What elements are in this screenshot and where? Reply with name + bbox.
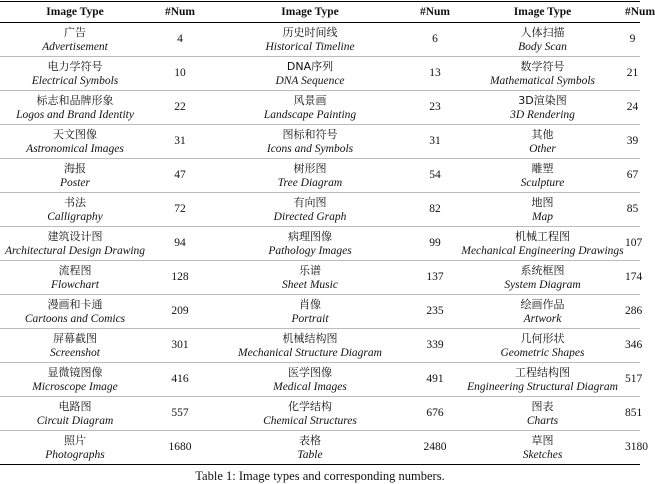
image-type-english: Sculpture (520, 176, 565, 189)
table-row (0, 431, 640, 465)
image-type-chinese: 肖像 (299, 297, 321, 311)
image-type-cell (460, 57, 625, 91)
header-num-2: #Num (410, 2, 460, 23)
image-type-chinese: 工程结构图 (515, 365, 570, 379)
image-count-cell: 99 (410, 227, 460, 261)
image-type-english: Calligraphy (47, 210, 103, 223)
image-type-cell (460, 91, 625, 125)
table-row (0, 23, 640, 57)
image-type-chinese: 标志和品牌形象 (36, 93, 114, 107)
image-type-chinese: 电路图 (58, 399, 92, 413)
image-count-cell: 339 (410, 329, 460, 363)
image-type-english: Advertisement (42, 40, 108, 53)
image-count-cell: 128 (150, 261, 210, 295)
image-type-cell (460, 295, 625, 329)
image-type-cell (460, 261, 625, 295)
header-image-type-2: Image Type (210, 2, 410, 23)
image-type-cell (0, 125, 150, 159)
image-type-chinese: 医学图像 (288, 365, 332, 379)
table-row (0, 57, 640, 91)
image-count-cell: 3180 (625, 431, 640, 465)
image-type-english: Geometric Shapes (500, 346, 585, 359)
image-type-cell (210, 159, 410, 193)
image-type-english: Mechanical Engineering Drawings (461, 244, 624, 257)
image-type-chinese: 数学符号 (520, 59, 565, 73)
image-type-chinese: 人体扫描 (520, 25, 565, 39)
image-type-chinese: 病理图像 (288, 229, 332, 243)
image-type-chinese: 化学结构 (288, 399, 332, 413)
image-type-cell (460, 397, 625, 431)
image-type-cell (0, 159, 150, 193)
image-type-english: Directed Graph (273, 210, 347, 223)
image-type-english: Artwork (523, 312, 562, 325)
image-type-english: Medical Images (273, 380, 347, 393)
image-type-chinese: 草图 (531, 433, 554, 447)
image-count-cell: 107 (625, 227, 640, 261)
image-type-cell (0, 193, 150, 227)
image-type-english: Body Scan (518, 40, 567, 53)
image-type-chinese: 电力学符号 (47, 59, 103, 73)
image-type-chinese: 绘画作品 (520, 297, 565, 311)
image-type-english: Astronomical Images (26, 142, 124, 155)
image-type-english: Pathology Images (268, 244, 352, 257)
image-type-cell (460, 159, 625, 193)
image-count-cell: 4 (150, 23, 210, 57)
image-type-cell (0, 227, 150, 261)
image-count-cell: 67 (625, 159, 640, 193)
image-count-cell: 1680 (150, 431, 210, 465)
image-type-english: Circuit Diagram (36, 414, 114, 427)
image-type-english: Electrical Symbols (31, 74, 119, 87)
image-count-cell: 301 (150, 329, 210, 363)
image-count-cell: 54 (410, 159, 460, 193)
image-count-cell: 10 (150, 57, 210, 91)
image-type-cell (210, 397, 410, 431)
image-type-chinese: 机械结构图 (282, 331, 338, 345)
image-count-cell: 491 (410, 363, 460, 397)
header-image-type-3: Image Type (460, 2, 625, 23)
image-type-cell (210, 329, 410, 363)
image-type-chinese: 广告 (64, 25, 86, 39)
image-type-chinese: 屏幕截图 (53, 331, 97, 345)
image-count-cell: 22 (150, 91, 210, 125)
image-count-cell: 851 (625, 397, 640, 431)
image-type-chinese: 系统框图 (520, 263, 565, 277)
image-type-cell (460, 23, 625, 57)
image-type-english: 3D Rendering (510, 108, 575, 121)
image-type-cell (210, 193, 410, 227)
image-type-english: Engineering Structural Diagram (467, 380, 618, 393)
image-type-english: Table (297, 448, 323, 461)
image-type-chinese: 流程图 (58, 263, 92, 277)
table-row (0, 193, 640, 227)
image-type-english: Portrait (291, 312, 329, 325)
image-type-english: Microscope Image (32, 380, 118, 393)
image-count-cell: 39 (625, 125, 640, 159)
image-type-english: Map (531, 210, 554, 223)
table-row (0, 91, 640, 125)
image-type-english: Sketches (522, 448, 563, 461)
image-type-english: Landscape Painting (263, 108, 357, 121)
image-type-english: Other (529, 142, 556, 155)
table-row (0, 125, 640, 159)
image-type-english: Poster (59, 176, 91, 189)
image-type-chinese: 有向图 (293, 195, 327, 209)
image-type-english: Chemical Structures (263, 414, 357, 427)
image-count-cell: 85 (625, 193, 640, 227)
image-type-cell (0, 363, 150, 397)
image-type-chinese: 漫画和卡通 (47, 297, 103, 311)
image-count-cell: 72 (150, 193, 210, 227)
image-type-english: Icons and Symbols (266, 142, 354, 155)
image-type-cell (210, 227, 410, 261)
image-type-english: System Diagram (504, 278, 581, 291)
image-type-chinese: 显微镜图像 (47, 365, 103, 379)
image-count-cell: 21 (625, 57, 640, 91)
image-type-chinese: 地图 (531, 195, 554, 209)
table-header-row (0, 2, 640, 23)
table-row (0, 363, 640, 397)
image-type-cell (210, 363, 410, 397)
image-type-chinese: 图标和符号 (282, 127, 338, 141)
image-count-cell: 209 (150, 295, 210, 329)
image-type-english: Cartoons and Comics (24, 312, 126, 325)
image-type-chinese: 海报 (64, 161, 86, 175)
table-row (0, 329, 640, 363)
image-type-cell (210, 431, 410, 465)
image-type-chinese: 其他 (531, 127, 554, 141)
image-count-cell: 82 (410, 193, 460, 227)
image-count-cell: 676 (410, 397, 460, 431)
image-type-english: Sheet Music (282, 278, 338, 291)
table-row (0, 261, 640, 295)
image-type-chinese: 乐谱 (299, 263, 321, 277)
image-count-cell: 23 (410, 91, 460, 125)
image-type-chinese: 风景画 (293, 93, 327, 107)
image-type-cell (0, 295, 150, 329)
image-type-cell (0, 431, 150, 465)
image-type-chinese: 几何形状 (520, 331, 565, 345)
image-type-chinese: 建筑设计图 (47, 229, 103, 243)
image-type-chinese: 历史时间线 (282, 25, 338, 39)
image-count-cell: 9 (625, 23, 640, 57)
image-type-english: Tree Diagram (277, 176, 343, 189)
image-type-english: Photographs (45, 448, 105, 461)
image-count-cell: 174 (625, 261, 640, 295)
table-row (0, 227, 640, 261)
image-type-english: Charts (526, 414, 559, 427)
image-count-cell: 2480 (410, 431, 460, 465)
image-type-cell (460, 329, 625, 363)
image-type-chinese: 雕塑 (531, 161, 554, 175)
image-type-cell (0, 57, 150, 91)
image-type-chinese: 天文图像 (53, 127, 97, 141)
image-count-cell: 416 (150, 363, 210, 397)
header-num-1: #Num (150, 2, 210, 23)
table-caption: Table 1: Image types and corresponding numbers. (195, 469, 445, 483)
image-type-cell (0, 23, 150, 57)
image-count-cell: 94 (150, 227, 210, 261)
image-count-cell: 47 (150, 159, 210, 193)
image-type-cell (460, 431, 625, 465)
image-count-cell: 557 (150, 397, 210, 431)
image-type-english: Mechanical Structure Diagram (238, 346, 382, 359)
table-body (0, 23, 648, 465)
image-type-english: Historical Timeline (265, 40, 355, 53)
header-num-3: #Num (625, 2, 640, 23)
table-row (0, 397, 640, 431)
image-type-cell (0, 397, 150, 431)
image-type-english: Architectural Design Drawing (4, 244, 146, 257)
image-type-chinese: 书法 (64, 195, 86, 209)
image-type-cell (210, 57, 410, 91)
image-count-cell: 13 (410, 57, 460, 91)
table-row (0, 295, 640, 329)
image-type-cell (210, 261, 410, 295)
image-type-english: Mathematical Symbols (489, 74, 596, 87)
image-type-table (0, 1, 655, 465)
image-type-chinese: 3D渲染图 (518, 93, 567, 107)
image-count-cell: 286 (625, 295, 640, 329)
image-count-cell: 6 (410, 23, 460, 57)
image-count-cell: 235 (410, 295, 460, 329)
image-type-cell (460, 125, 625, 159)
image-count-cell: 31 (410, 125, 460, 159)
image-type-cell (210, 295, 410, 329)
image-count-cell: 31 (150, 125, 210, 159)
image-type-cell (0, 329, 150, 363)
image-type-chinese: 图表 (531, 399, 554, 413)
image-type-chinese: 树形图 (293, 161, 327, 175)
table-row (0, 159, 640, 193)
image-type-chinese: 机械工程图 (515, 229, 570, 243)
image-type-english: Logos and Brand Identity (16, 108, 134, 121)
image-type-chinese: 照片 (64, 433, 86, 447)
image-type-cell (210, 91, 410, 125)
image-type-english: DNA Sequence (275, 74, 345, 87)
image-type-cell (0, 91, 150, 125)
image-type-cell (210, 125, 410, 159)
image-count-cell: 137 (410, 261, 460, 295)
image-type-cell (460, 193, 625, 227)
image-type-chinese: DNA序列 (286, 59, 334, 73)
image-type-english: Screenshot (49, 346, 101, 359)
image-count-cell: 346 (625, 329, 640, 363)
image-type-cell (0, 261, 150, 295)
image-type-cell (460, 227, 625, 261)
image-type-cell (210, 23, 410, 57)
image-type-chinese: 表格 (299, 433, 321, 447)
image-type-cell (460, 363, 625, 397)
image-type-english: Flowchart (51, 278, 99, 291)
image-count-cell: 517 (625, 363, 640, 397)
header-image-type-1: Image Type (0, 2, 150, 23)
image-count-cell: 24 (625, 91, 640, 125)
